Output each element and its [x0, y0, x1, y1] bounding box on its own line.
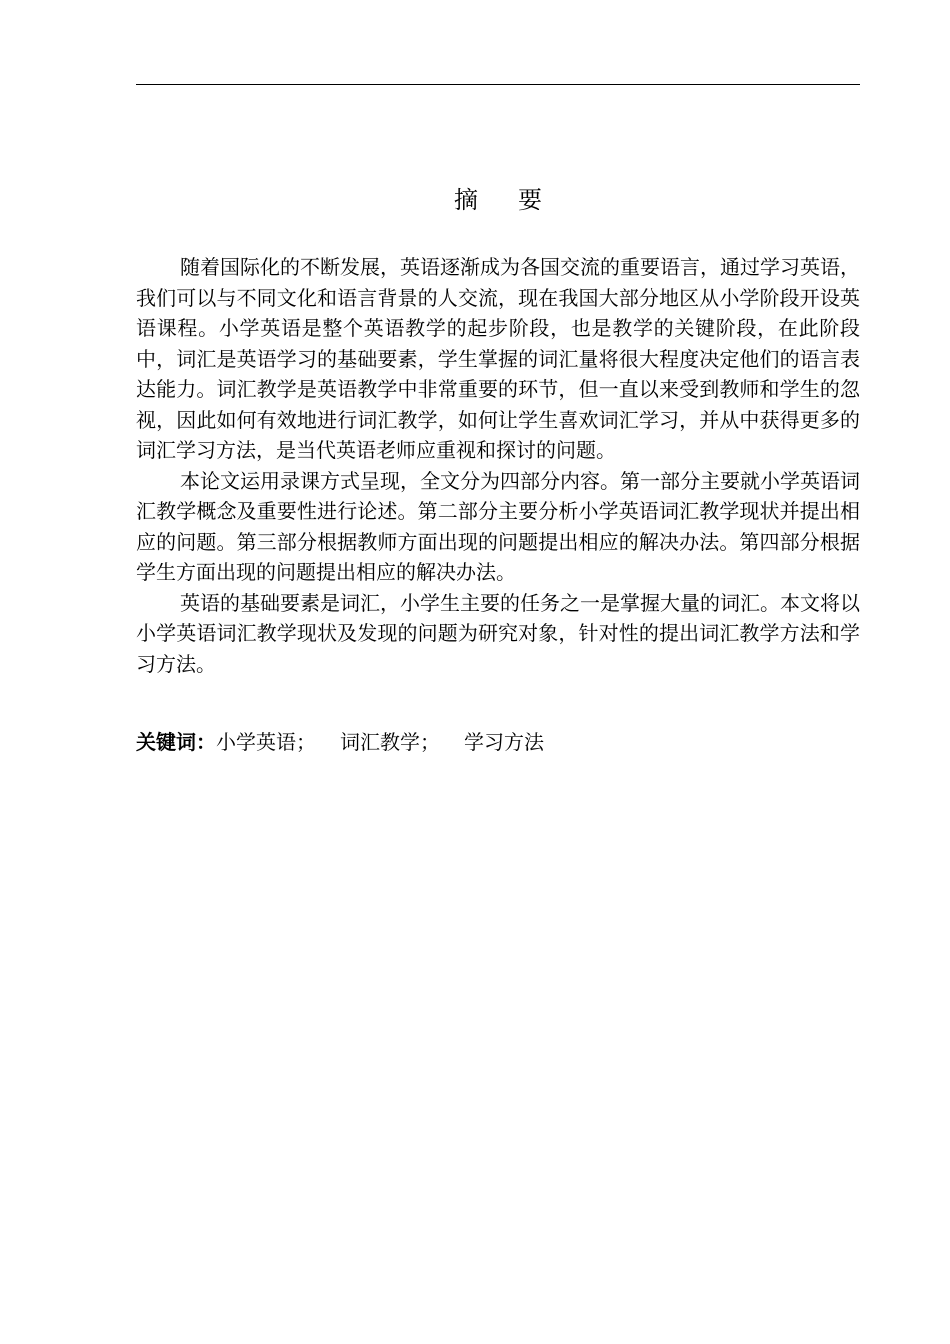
keywords-line — [136, 727, 860, 757]
abstract-paragraph-1: 随着国际化的不断发展，英语逐渐成为各国交流的重要语言，通过学习英语，我们可以与不同文化和语言背景的人交流，现在我国大部分地区从小学阶段开设英语课程。小学英语是整个英语教学的起步阶段，也是教学的关键阶段，在此阶段中，词汇是英语学习的基础要素，学生掌握的词汇量将很大程度决定他们的语言表达能力。词汇教学是英语教学中非常重要的环节，但一直以来受到教师和学生的忽视，因此如何有效地进行词汇教学，如何让学生喜欢词汇学习，并从中获得更多的词汇学习方法，是当代英语老师应重视和探讨的问题。 — [136, 255, 860, 462]
keyword-item-1: 小学英语； — [216, 730, 316, 754]
keyword-item-3: 学习方法 — [464, 730, 544, 754]
abstract-paragraph-3: 英语的基础要素是词汇，小学生主要的任务之一是掌握大量的词汇。本文将以小学英语词汇教学现状及发现的问题为研究对象，针对性的提出词汇教学方法和学习方法。 — [136, 590, 860, 676]
abstract-body — [136, 252, 860, 679]
abstract-paragraph-2: 本论文运用录课方式呈现，全文分为四部分内容。第一部分主要就小学英语词汇教学概念及重要性进行论述。第二部分主要分析小学英语词汇教学现状并提出相应的问题。第三部分根据教师方面出现的问题提出相应的解决办法。第四部分根据学生方面出现的问题提出相应的解决办法。 — [136, 468, 860, 584]
keyword-item-2: 词汇教学； — [340, 730, 440, 754]
header-rule — [136, 84, 860, 85]
keywords-label: 关键词： — [136, 730, 216, 754]
abstract-title: 摘要 — [454, 186, 582, 214]
